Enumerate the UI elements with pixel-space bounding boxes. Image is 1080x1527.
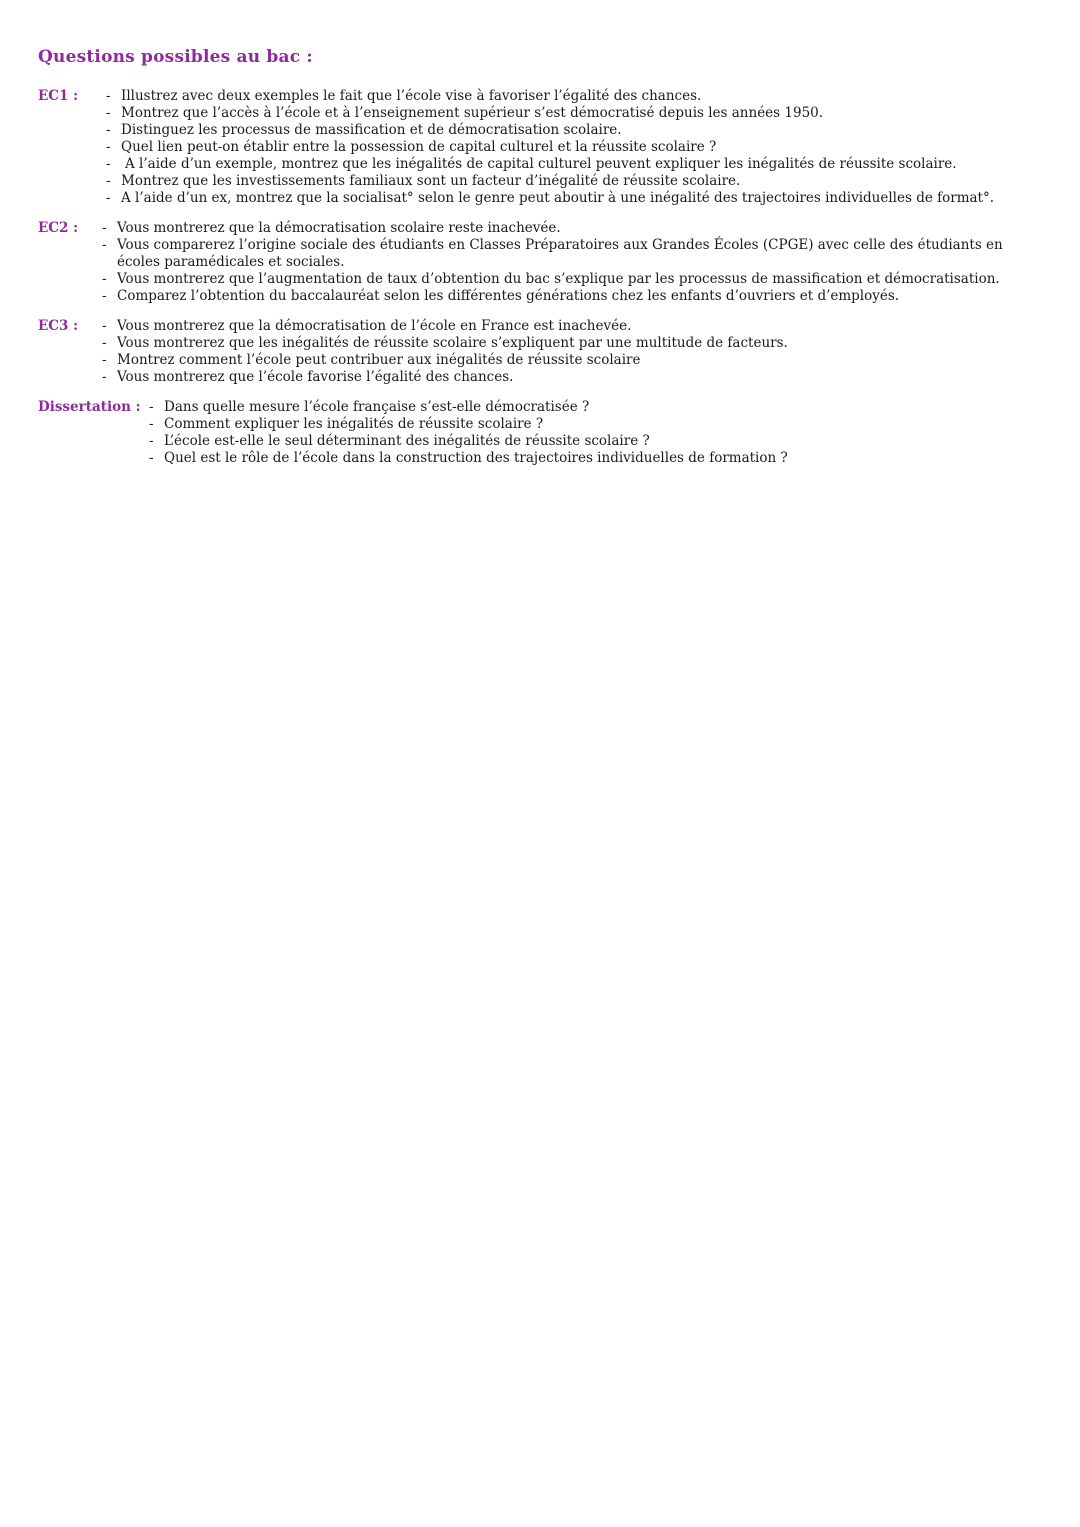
list-item-text: A l’aide d’un exemple, montrez que les inégalités de capital culturel peuvent expliquer les inégalités de réussite scolaire.	[125, 156, 957, 172]
list-item: - L’école est-elle le seul déterminant des inégalités de réussite scolaire ?	[149, 433, 1029, 450]
question-list-dissertation	[149, 399, 1029, 467]
section-label-dissertation: Dissertation :	[38, 399, 141, 415]
section-label-ec3: EC3 :	[38, 318, 79, 334]
list-item: - Montrez que les investissements familiaux sont un facteur d’inégalité de réussite scolaire.	[106, 173, 1041, 190]
list-item: - Distinguez les processus de massification et de démocratisation scolaire.	[106, 122, 1041, 139]
list-item: - Montrez comment l’école peut contribuer aux inégalités de réussite scolaire	[102, 352, 1037, 369]
list-item: - A l’aide d’un ex, montrez que la socialisat° selon le genre peut aboutir à une inégalité des trajectoires individuelles de format°.	[106, 190, 1041, 207]
question-list-ec1	[106, 88, 1041, 207]
list-item: - Vous montrerez que l’école favorise l’égalité des chances.	[102, 369, 1037, 386]
page-title: Questions possibles au bac :	[38, 47, 313, 67]
list-item: - Quel est le rôle de l’école dans la construction des trajectoires individuelles de formation ?	[149, 450, 1029, 467]
list-item: - Vous montrerez que les inégalités de réussite scolaire s’expliquent par une multitude de facteurs.	[102, 335, 1037, 352]
list-item: - Vous comparerez l’origine sociale des étudiants en Classes Préparatoires aux Grandes Écoles (CPGE) avec celle des étudiants en écoles paramédicales et sociales.	[102, 237, 1047, 271]
list-item: - Vous montrerez que l’augmentation de taux d’obtention du bac s’explique par les processus de massification et démocratisation.	[102, 271, 1047, 288]
list-item: - Montrez que l’accès à l’école et à l’enseignement supérieur s’est démocratisé depuis les années 1950.	[106, 105, 1041, 122]
list-item: - Dans quelle mesure l’école française s’est-elle démocratisée ?	[149, 399, 1029, 416]
list-item: - Illustrez avec deux exemples le fait que l’école vise à favoriser l’égalité des chances.	[106, 88, 1041, 105]
list-item: - Quel lien peut-on établir entre la possession de capital culturel et la réussite scolaire ?	[106, 139, 1041, 156]
question-list-ec2	[102, 220, 1047, 305]
section-label-ec1: EC1 :	[38, 88, 79, 104]
list-item: - Vous montrerez que la démocratisation de l’école en France est inachevée.	[102, 318, 1037, 335]
section-label-ec2: EC2 :	[38, 220, 79, 236]
list-item: - Comparez l’obtention du baccalauréat selon les différentes générations chez les enfants d’ouvriers et d’employés.	[102, 288, 1047, 305]
question-list-ec3	[102, 318, 1037, 386]
list-item: - Comment expliquer les inégalités de réussite scolaire ?	[149, 416, 1029, 433]
list-item	[106, 156, 1041, 173]
list-item: - Vous montrerez que la démocratisation scolaire reste inachevée.	[102, 220, 1047, 237]
